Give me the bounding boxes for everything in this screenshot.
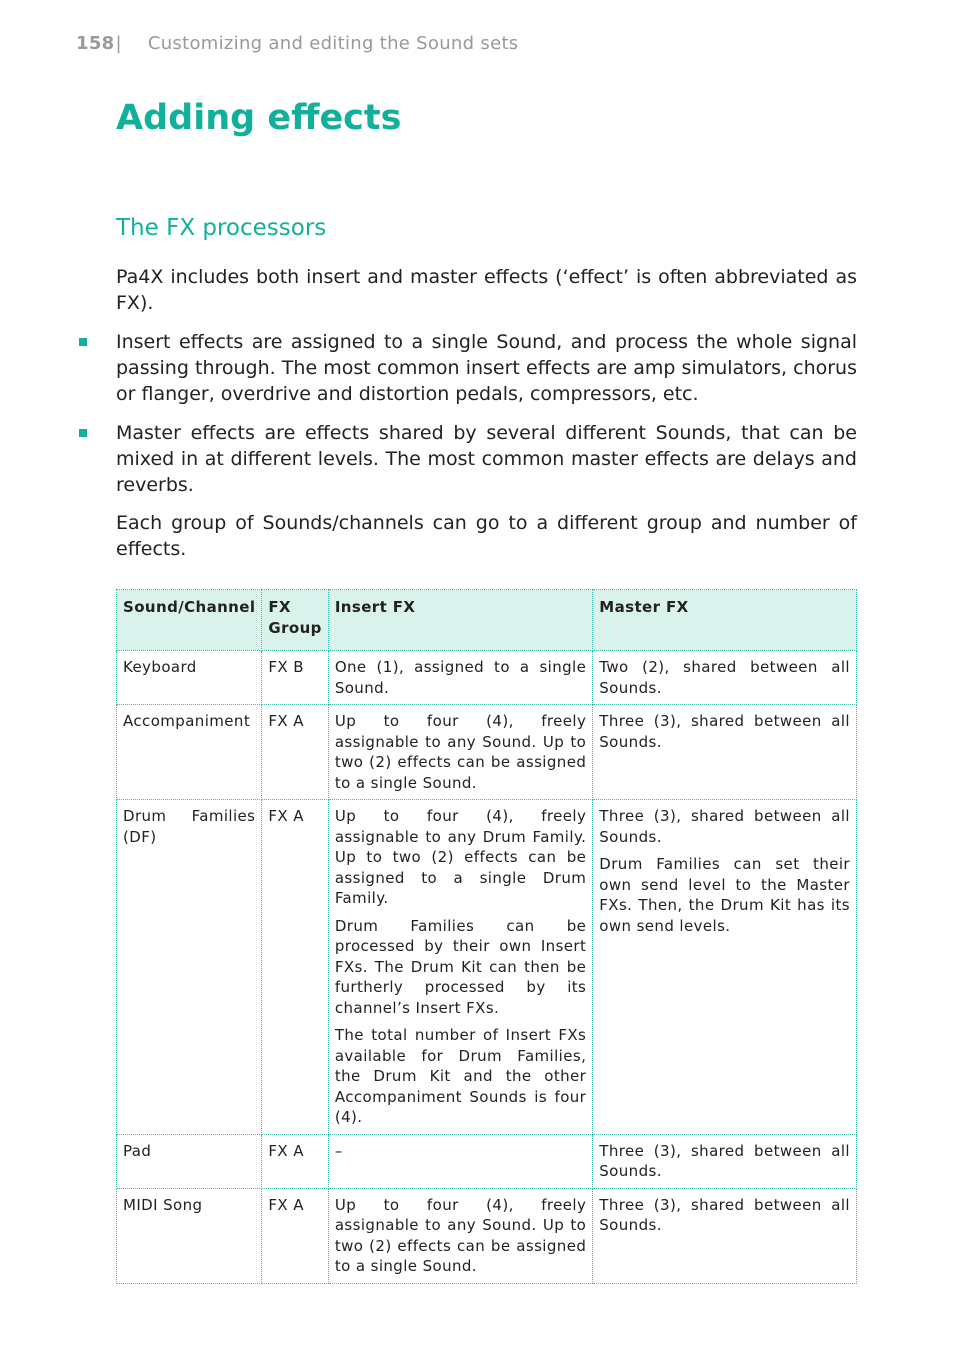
cell-paragraph: Up to four (4), freely assignable to any Sound. Up to two (2) effects can be assigned to a single Sound.	[334, 712, 587, 792]
insert-fx-cell	[328, 1188, 592, 1283]
insert-fx-cell	[328, 651, 592, 705]
table-header-row	[117, 590, 857, 651]
fx-group-cell: FX A	[262, 800, 328, 1135]
fx-table	[116, 589, 857, 1284]
table-row	[117, 1188, 857, 1283]
channel-cell: Pad	[117, 1134, 262, 1188]
bullet-text: Insert effects are assigned to a single Sound, and process the whole signal passing through. The most common insert effects are amp simulators, chorus or flanger, overdrive and distortion pedals, compressors, etc.	[116, 331, 857, 405]
page-number: 158	[76, 33, 115, 54]
channel-cell: Keyboard	[117, 651, 262, 705]
header-separator: |	[115, 33, 122, 54]
insert-fx-cell	[328, 705, 592, 800]
bullet-item-insert	[116, 329, 857, 407]
cell-paragraph: Up to four (4), freely assignable to any Sound. Up to two (2) effects can be assigned to a single Sound.	[334, 1195, 587, 1275]
fx-group-cell: FX B	[262, 651, 328, 705]
cell-paragraph: Up to four (4), freely assignable to any Drum Family. Up to two (2) effects can be assigned to a single Drum Family.	[334, 807, 587, 907]
section-heading: The FX processors	[116, 215, 327, 241]
column-header: Sound/Channel	[117, 590, 262, 651]
cell-paragraph: Three (3), shared between all Sounds.	[599, 807, 850, 846]
cell-paragraph: The total number of Insert FXs available for Drum Families, the Drum Kit and the other Accompaniment Sounds is four (4).	[334, 1026, 587, 1126]
groups-paragraph: Each group of Sounds/channels can go to a different group and number of effects.	[116, 512, 857, 560]
master-fx-cell	[593, 1134, 857, 1188]
channel-cell: MIDI Song	[117, 1188, 262, 1283]
master-fx-cell	[593, 800, 857, 1135]
fx-group-cell: FX A	[262, 1188, 328, 1283]
fx-group-cell: FX A	[262, 1134, 328, 1188]
cell-paragraph: Two (2), shared between all Sounds.	[599, 658, 850, 697]
column-header: Master FX	[593, 590, 857, 651]
cell-paragraph: Drum Families can set their own send level to the Master FXs. Then, the Drum Kit has its own send levels.	[599, 855, 850, 935]
bullet-square-icon	[79, 338, 87, 346]
intro-paragraph: Pa4X includes both insert and master effects (‘effect’ is often abbreviated as FX).	[116, 266, 857, 314]
cell-paragraph: Three (3), shared between all Sounds.	[599, 1141, 850, 1180]
page-title: Adding effects	[116, 98, 402, 138]
master-fx-cell	[593, 651, 857, 705]
master-fx-cell	[593, 705, 857, 800]
insert-fx-cell	[328, 800, 592, 1135]
chapter-title: Customizing and editing the Sound sets	[147, 33, 519, 54]
master-fx-cell	[593, 1188, 857, 1283]
column-header: FX Group	[262, 590, 328, 651]
cell-paragraph: One (1), assigned to a single Sound.	[334, 658, 587, 697]
bullet-text: Master effects are effects shared by several different Sounds, that can be mixed in at different levels. The most common master effects are delays and reverbs.	[116, 422, 857, 496]
cell-paragraph: Three (3), shared between all Sounds.	[599, 712, 850, 751]
bullet-square-icon	[79, 429, 87, 437]
column-header: Insert FX	[328, 590, 592, 651]
fx-group-cell: FX A	[262, 705, 328, 800]
cell-paragraph: –	[334, 1141, 343, 1160]
channel-cell: Drum Families (DF)	[117, 800, 262, 1135]
table-row	[117, 1134, 857, 1188]
table-row	[117, 705, 857, 800]
table-row	[117, 651, 857, 705]
running-header	[76, 33, 518, 54]
bullet-item-master	[116, 420, 857, 498]
insert-fx-cell	[328, 1134, 592, 1188]
cell-paragraph: Three (3), shared between all Sounds.	[599, 1195, 850, 1234]
cell-paragraph: Drum Families can be processed by their own Insert FXs. The Drum Kit can then be furtherly processed by its channel’s Insert FXs.	[334, 916, 587, 1017]
table-row	[117, 800, 857, 1135]
channel-cell: Accompaniment	[117, 705, 262, 800]
